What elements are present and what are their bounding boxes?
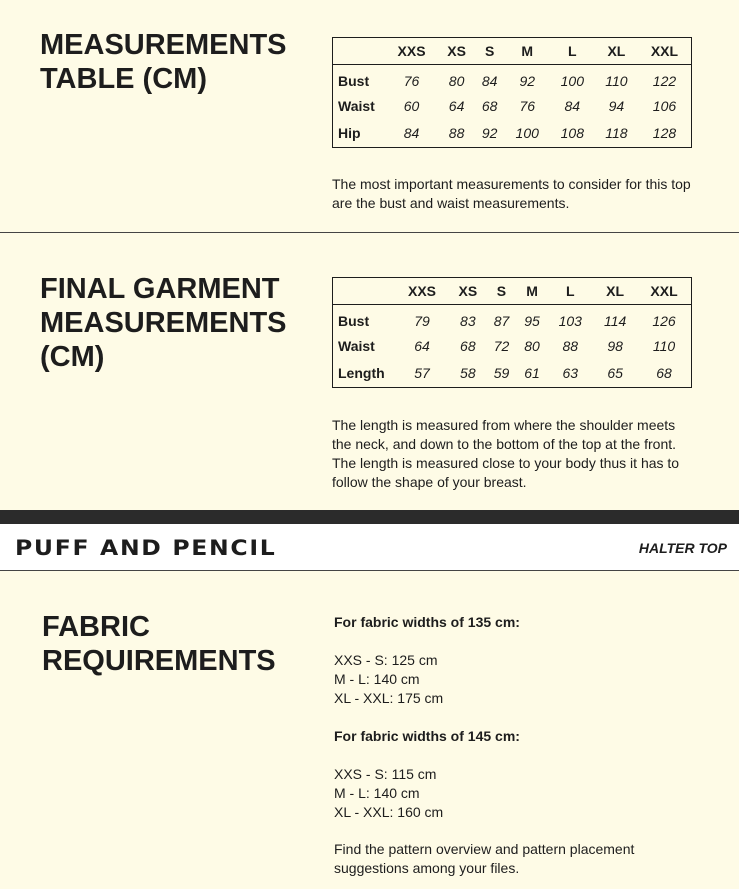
fabric-group-135 [334, 613, 724, 708]
page-header [0, 524, 739, 571]
cell-value: 100 [515, 125, 539, 141]
fabric-title: FABRIC REQUIREMENTS [42, 611, 276, 677]
header-blank [333, 38, 385, 65]
row-label: Waist [338, 97, 375, 114]
cell-value: 76 [519, 97, 536, 114]
fabric-line: M - L: 140 cm [334, 785, 420, 801]
cell-value: 63 [562, 365, 579, 381]
size-header: XXS [407, 283, 436, 299]
fabric-footer: Find the pattern overview and pattern placement suggestions among your files. [334, 841, 635, 876]
cell-value: 79 [414, 312, 430, 329]
size-header: XS [458, 283, 478, 299]
table-header-row [333, 278, 692, 305]
fabric-line: XXS - S: 125 cm [334, 652, 438, 668]
size-header: M [521, 43, 534, 59]
cell-value: 68 [460, 337, 476, 354]
table-header-row [333, 38, 692, 65]
garment-note: The length is measured from where the shoulder meets the neck, and down to the bottom of the top at the front. The length is measured close to your body thus it has to follow the shape of your breast. [332, 417, 680, 490]
size-header: M [526, 283, 538, 299]
cell-value: 100 [560, 72, 584, 89]
measurements-title: MEASUREMENTS TABLE (CM) [40, 29, 287, 95]
garment-title: FINAL GARMENT MEASUREMENTS (CM) [40, 273, 287, 373]
table-row [333, 332, 692, 360]
fabric-line: M - L: 140 cm [334, 671, 420, 687]
size-header: L [568, 43, 577, 59]
cell-value: 114 [603, 312, 627, 329]
row-label: Bust [338, 312, 370, 329]
cell-value: 122 [652, 72, 677, 89]
size-header: XXS [397, 43, 426, 59]
cell-value: 92 [519, 72, 536, 89]
cell-value: 98 [607, 337, 623, 354]
cell-value: 65 [607, 365, 623, 381]
cell-value: 110 [652, 337, 676, 354]
cell-value: 110 [605, 72, 628, 89]
cell-value: 84 [481, 72, 498, 89]
cell-value: 60 [403, 97, 420, 114]
cell-value: 64 [448, 97, 465, 114]
section-divider [0, 232, 739, 233]
measurements-note: The most important measurements to consider for this top are the bust and waist measurements. [332, 176, 691, 211]
table-row [333, 360, 692, 388]
fabric-group-title: For fabric widths of 135 cm: [334, 614, 520, 630]
cell-value: 95 [524, 312, 540, 329]
cell-value: 76 [403, 72, 420, 89]
row-label: Length [338, 365, 385, 381]
cell-value: 106 [652, 97, 677, 114]
cell-value: 80 [524, 337, 540, 354]
cell-value: 108 [560, 125, 584, 141]
cell-value: 68 [656, 365, 672, 381]
cell-value: 59 [493, 365, 510, 381]
row-label: Hip [338, 125, 361, 141]
fabric-group-title: For fabric widths of 145 cm: [334, 728, 520, 744]
size-header: S [496, 283, 507, 299]
size-header: XL [606, 283, 625, 299]
garment-table [332, 277, 692, 388]
size-header: XL [607, 43, 626, 59]
size-header: XXL [650, 283, 678, 299]
cell-value: 68 [481, 97, 498, 114]
cell-value: 83 [460, 312, 476, 329]
size-header: L [565, 283, 575, 299]
header-blank [333, 278, 395, 305]
cell-value: 87 [493, 312, 510, 329]
size-header: S [484, 43, 495, 59]
fabric-group-145 [334, 727, 724, 822]
cell-value: 84 [564, 97, 581, 114]
cell-value: 128 [652, 125, 677, 141]
row-label: Bust [338, 72, 370, 89]
fabric-line: XL - XXL: 160 cm [334, 804, 444, 820]
cell-value: 58 [460, 365, 476, 381]
cell-value: 61 [524, 365, 540, 381]
measurements-table [332, 37, 692, 148]
cell-value: 88 [562, 337, 579, 354]
fabric-line: XXS - S: 115 cm [334, 766, 437, 782]
cell-value: 72 [493, 337, 510, 354]
table-row [333, 120, 692, 148]
cell-value: 126 [652, 312, 676, 329]
cell-value: 84 [403, 125, 420, 141]
cell-value: 103 [558, 312, 582, 329]
size-header: XS [447, 43, 466, 59]
cell-value: 64 [414, 337, 430, 354]
cell-value: 118 [605, 125, 628, 141]
cell-value: 94 [608, 97, 625, 114]
cell-value: 88 [448, 125, 465, 141]
dark-band [0, 510, 739, 524]
product-name: HALTER TOP [638, 540, 727, 556]
cell-value: 92 [481, 125, 498, 141]
table-row [333, 305, 692, 333]
table-row [333, 92, 692, 120]
size-header: XXL [650, 43, 679, 59]
fabric-line: XL - XXL: 175 cm [334, 690, 444, 706]
table-row [333, 65, 692, 93]
cell-value: 57 [414, 365, 430, 381]
row-label: Waist [338, 337, 375, 354]
brand-logo: PUFF AND PENCIL [15, 536, 277, 560]
cell-value: 80 [448, 72, 465, 89]
